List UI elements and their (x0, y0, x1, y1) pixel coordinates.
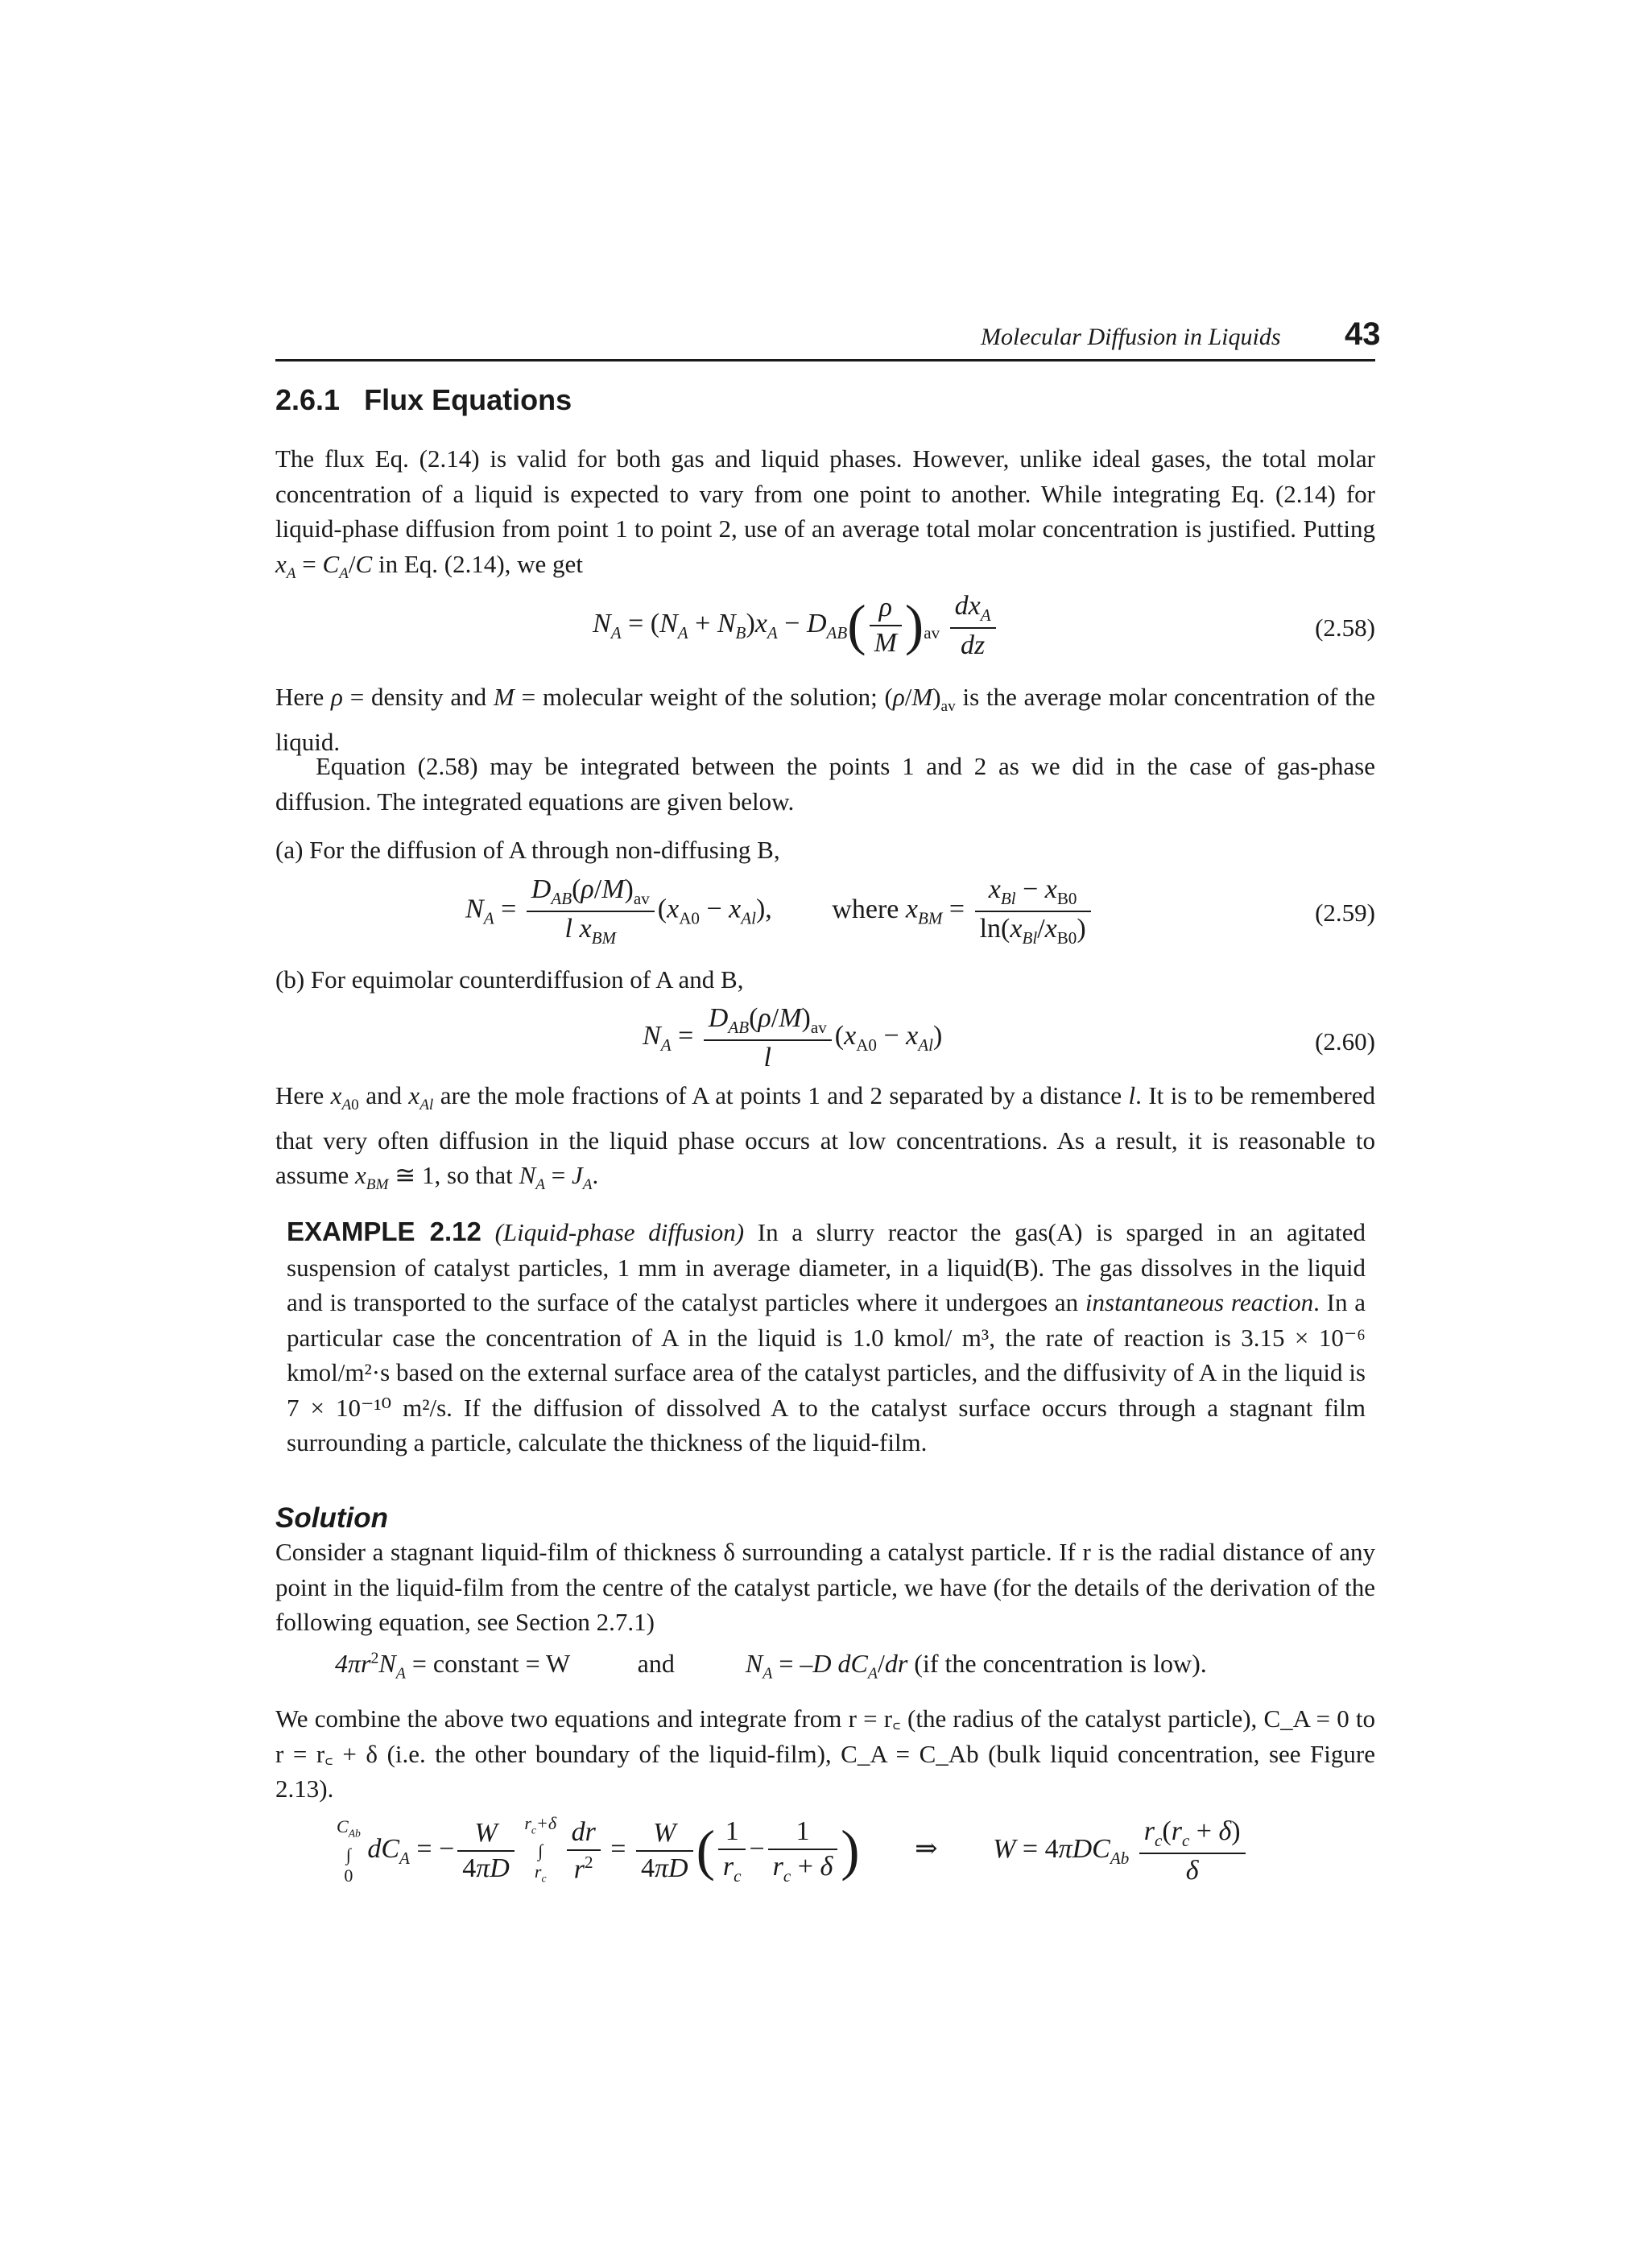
header-rule (275, 359, 1375, 361)
equation-text: (if the concentration is low). (914, 1649, 1207, 1678)
equation-integral: $C_{Ab}$ ∫ 0 $dC_A$ = − $\frac{W}{4\pi D}$ $r_c+\delta$ ∫ $r_c$ $\frac{dr}{r^2}$ = $\frac{W}{4\pi D}$ ( $\frac{1}{r_c}$ − $\frac{1}{r_c + \delta}$ ) ⇒ W = 4πDC$_{Ab}$ $\frac{r_c(r_c + \delta)}{\delta}$ (337, 1813, 1249, 1890)
paragraph-text: and (358, 1081, 409, 1109)
example-title: (Liquid-phase diffusion) (494, 1218, 745, 1246)
paragraph-text: Here (275, 683, 332, 711)
example-2-12 (287, 1214, 1366, 1460)
running-title: Molecular Diffusion in Liquids (981, 324, 1281, 350)
solution-paragraph-2: We combine the above two equations and integrate from r = r꜀ (the radius of the catalyst particle), C_A = 0 to r = r꜀ + δ (i.e. the other boundary of the liquid-film), C_A = C_Ab (bulk liquid concentration, see Figure 2.13). (275, 1704, 1375, 1803)
equation-number: (2.58) (1315, 613, 1375, 642)
equation-and: and (637, 1649, 675, 1678)
equation-flux-constant: $4\pi r^2N_A$ = constant = W and $N_A = -D$ $dC_A/dr$ (if the concentration is low). (335, 1649, 1207, 1683)
solution-heading: Solution (275, 1502, 388, 1534)
paragraph-text: . It is to be remembered that very often diffusion in the liquid phase occurs at low concentrations. As a result, it is reasonable to assume (275, 1081, 1375, 1190)
paragraph-text: The flux Eq. (2.14) is valid for both gas and liquid phases. However, unlike ideal gases, the total molar concentration of a liquid is expected to vary from one point to another. While integrating Eq. (2.14) for liquid-phase diffusion from point 1 to point 2, use of an average total molar concentration is justified. Putting (275, 444, 1375, 543)
example-text: In a slurry reactor the gas(A) is sparged in an agitated suspension of catalyst particles, 1 mm in average diameter, in a liquid(B). The gas dissolves in the liquid and is transported to the surface of the catalyst particles where it undergoes an (287, 1218, 1366, 1316)
example-text: . In a particular case the concentration of A in the liquid is 1.0 kmol/ m³, the rate of reaction is 3.15 × 10⁻⁶ kmol/m²·s based on the external surface area of the catalyst particles, and the diffusivity of A in the liquid is 7 × 10⁻¹⁰ m²/s. If the diffusion of dissolved A to the catalyst surface occurs through a stagnant film surrounding a particle, calculate the thickness of the liquid-film. (287, 1288, 1366, 1456)
equation-number: (2.59) (1315, 899, 1375, 927)
paragraph-text: are the mole fractions of A at points 1 and 2 separated by a distance (433, 1081, 1129, 1109)
case-b-label: (b) For equimolar counterdiffusion of A and B, (275, 965, 744, 994)
section-heading: 2.6.1 Flux Equations (275, 383, 572, 416)
equation-2-58: $N_A = (N_A + N_B)x_A - D_{AB}$( $\frac{\rho}{M}$ )$_{av}$ $\frac{dx_A}{dz}$ (593, 591, 999, 661)
equation-text: = constant = W (405, 1649, 570, 1678)
paragraph-text: in Eq. (2.14), we get (372, 549, 583, 578)
example-label: EXAMPLE 2.12 (287, 1217, 481, 1246)
equation-2-59: $N_A$ = $\frac{D_{AB}(\rho/M)_{av}}{l x_{BM}}$ $(x_{A0} - x_{Al})$, where $x_{BM}$ = $\frac{x_{Bl} - x_{B0}}{\ln(x_{Bl}/x_{B0})}$ (465, 874, 1094, 948)
page-number: 43 (1345, 316, 1381, 352)
equation-number: (2.60) (1315, 1027, 1375, 1056)
equation-2-60: $N_A$ = $\frac{D_{AB}(\rho/M)_{av}}{l}$ $(x_{A0} - x_{Al})$ (643, 1003, 943, 1072)
paragraph-text: = molecular weight of the solution; (514, 683, 885, 711)
paragraph-intro: The flux Eq. (2.14) is valid for both gas and liquid phases. However, unlike ideal gases, the total molar concentration of a liquid is expected to vary from one point to another. While integrating Eq. (2.14) for liquid-phase diffusion from point 1 to point 2, use of an average total molar concentration is justified. Putting $x_A = C_A/C$ in Eq. (2.14), we get (275, 444, 1375, 582)
example-emphasis: instantaneous reaction (1085, 1288, 1314, 1316)
paragraph-mole-fractions: Here $x_{A0}$ and $x_{Al}$ are the mole fractions of A at points 1 and 2 separated by a distance l. It is to be remembered that very often diffusion in the liquid phase occurs at low concentrations. As a result, it is reasonable to assume $x_{BM}$ ≅ 1, so that $N_A = J_A$. (275, 1081, 1375, 1194)
paragraph-text: is the average molar concentration of the liquid. (275, 683, 1375, 756)
paragraph-text: Here (275, 1081, 331, 1109)
paragraph-integration: Equation (2.58) may be integrated between the points 1 and 2 as we did in the case of gas-phase diffusion. The integrated equations are given below. (275, 752, 1375, 816)
solution-paragraph: Consider a stagnant liquid-film of thickness δ surrounding a catalyst particle. If r is the radial distance of any point in the liquid-film from the centre of the catalyst particle, we have (for the details of the derivation of the following equation, see Section 2.7.1) (275, 1538, 1375, 1636)
where-text: where (832, 894, 899, 924)
paragraph-text: . (592, 1161, 599, 1190)
case-a-label: (a) For the diffusion of A through non-diffusing B, (275, 836, 780, 864)
paragraph-text: = density and (342, 683, 494, 711)
paragraph-density: Here ρ = density and M = molecular weight of the solution; $(\rho/M)_{av}$ is the average molar concentration of the liquid. (275, 683, 1375, 756)
paragraph-text: , so that (434, 1161, 519, 1190)
